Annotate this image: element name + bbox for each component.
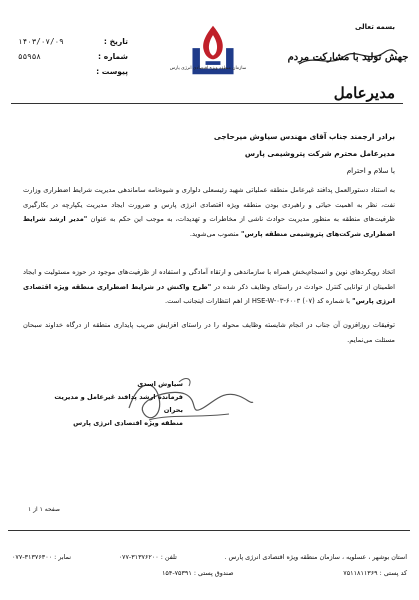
footer-line-2 xyxy=(12,566,407,580)
recipient xyxy=(23,128,395,162)
attachment-row xyxy=(18,64,128,79)
number-value: ۵۵۹۵۸ xyxy=(18,52,41,61)
paragraph-2 xyxy=(23,265,395,309)
footer-fax: نمابر : ۳۱۳۷۶۳۰۰-۰۷۷ xyxy=(12,553,72,561)
footer-phone: تلفن : ۳۱۳۷۶۲۰۰-۰۷۷ xyxy=(118,553,177,561)
paragraph-2-bold: "طرح واکنش در شرایط اضطراری منطقه ویژه اقتصادی انرژی پارس" xyxy=(23,282,395,306)
document-code: HSE-W-۰۳-۶۰۰۳ (۰۷) xyxy=(251,297,315,306)
footer-po-box: صندوق پستی : ۷۵۳۹۱-۱۵۴ xyxy=(162,569,234,577)
date-value: ۱۴۰۳/۰۷/۰۹ xyxy=(18,37,64,46)
signer-name: سیاوش اسدی xyxy=(137,380,183,388)
footer-line-1 xyxy=(12,550,407,564)
paragraph-1-bold: "مدیر ارشد شرایط اضطراری شرکت‌های پتروشیمی منطقه پارس" xyxy=(23,215,395,238)
paragraph-1-text-a: به استناد دستورالعمل پدافند غیرعامل منطقه عملیاتی شهید رئیسعلی دلواری و شیوه‌نامه ساماندهی مدیریت شرایط اضطراری وزارت نفت، نظر به اهمیت حیاتی و راهبردی بودن منطقه ویژه اقتصادی انرژی پارس و ضرورت ایجاد مدیریت یکپارچه در بکارگیری ظرفیت‌های منطقه به منظور مدیریت حوادث ناشی از مخاطرات و تهدیدات، به موجب این حکم به عنوان xyxy=(23,186,395,224)
paragraph-2-text-b: با شماره کد xyxy=(316,297,350,306)
signer-organization: منطقه ویژه اقتصادی انرژی پارس xyxy=(73,419,183,427)
slogan-calligraphy xyxy=(287,34,409,74)
number-row xyxy=(18,49,128,64)
header-divider xyxy=(11,103,403,104)
number-label: شماره : xyxy=(98,52,128,61)
paragraph-2-text-c: از اهم انتظارات اینجانب است. xyxy=(164,297,250,306)
paragraph-1-text-b: منصوب می‌شوید. xyxy=(189,229,239,238)
signer-title: فرمانده ارشد پدافند غیرعامل و مدیریت بحران xyxy=(54,393,183,414)
greeting: با سلام و احترام xyxy=(346,166,395,175)
page-number: صفحه ۱ از ۱ xyxy=(28,506,60,513)
signature-block xyxy=(53,378,183,430)
footer-postal-code: کد پستی : ۷۵۱۱۸۱۱۳۶۹ xyxy=(343,569,407,577)
paragraph-1 xyxy=(23,183,395,241)
attachment-label: پیوست : xyxy=(96,67,128,76)
date-row xyxy=(18,34,128,49)
footer-divider xyxy=(8,530,410,531)
logo-caption: سازمان منطقه ویژه اقتصادی انرژی پارس xyxy=(169,66,247,71)
letter-meta xyxy=(18,34,128,79)
footer-address: استان بوشهر ، عسلویه ، سازمان منطقه ویژه اقتصادی انرژی پارس . xyxy=(224,553,407,561)
date-label: تاریخ : xyxy=(103,37,128,46)
recipient-line-2: مدیرعامل محترم شرکت پتروشیمی پارس xyxy=(244,149,395,158)
manager-title: مدیرعامل xyxy=(333,84,395,102)
bismillah: بسمه تعالی xyxy=(354,23,395,31)
slogan-text: جهش تولید با مشارکت مردم xyxy=(287,52,409,63)
recipient-line-1: برادر ارجمند جناب آقای مهندس سیاوش میرحاجی xyxy=(213,132,395,141)
paragraph-2-text-a: اتخاذ رویکردهای نوین و انسجام‌بخش همراه با سازماندهی و ارتقاء آمادگی و استفاده از ظرفیت‌های موجود در حوزه مسئولیت و ایجاد اطمینان از توانایی کنترل حوادث در راستای وظایف ذکر شده در xyxy=(23,268,395,291)
paragraph-3: توفیقات روزافزون آن جناب در انجام شایسته وظایف محوله را در راستای افزایش ضریب پایداری منطقه از درگاه خداوند سبحان مسئلت می‌نمایم. xyxy=(23,321,395,344)
